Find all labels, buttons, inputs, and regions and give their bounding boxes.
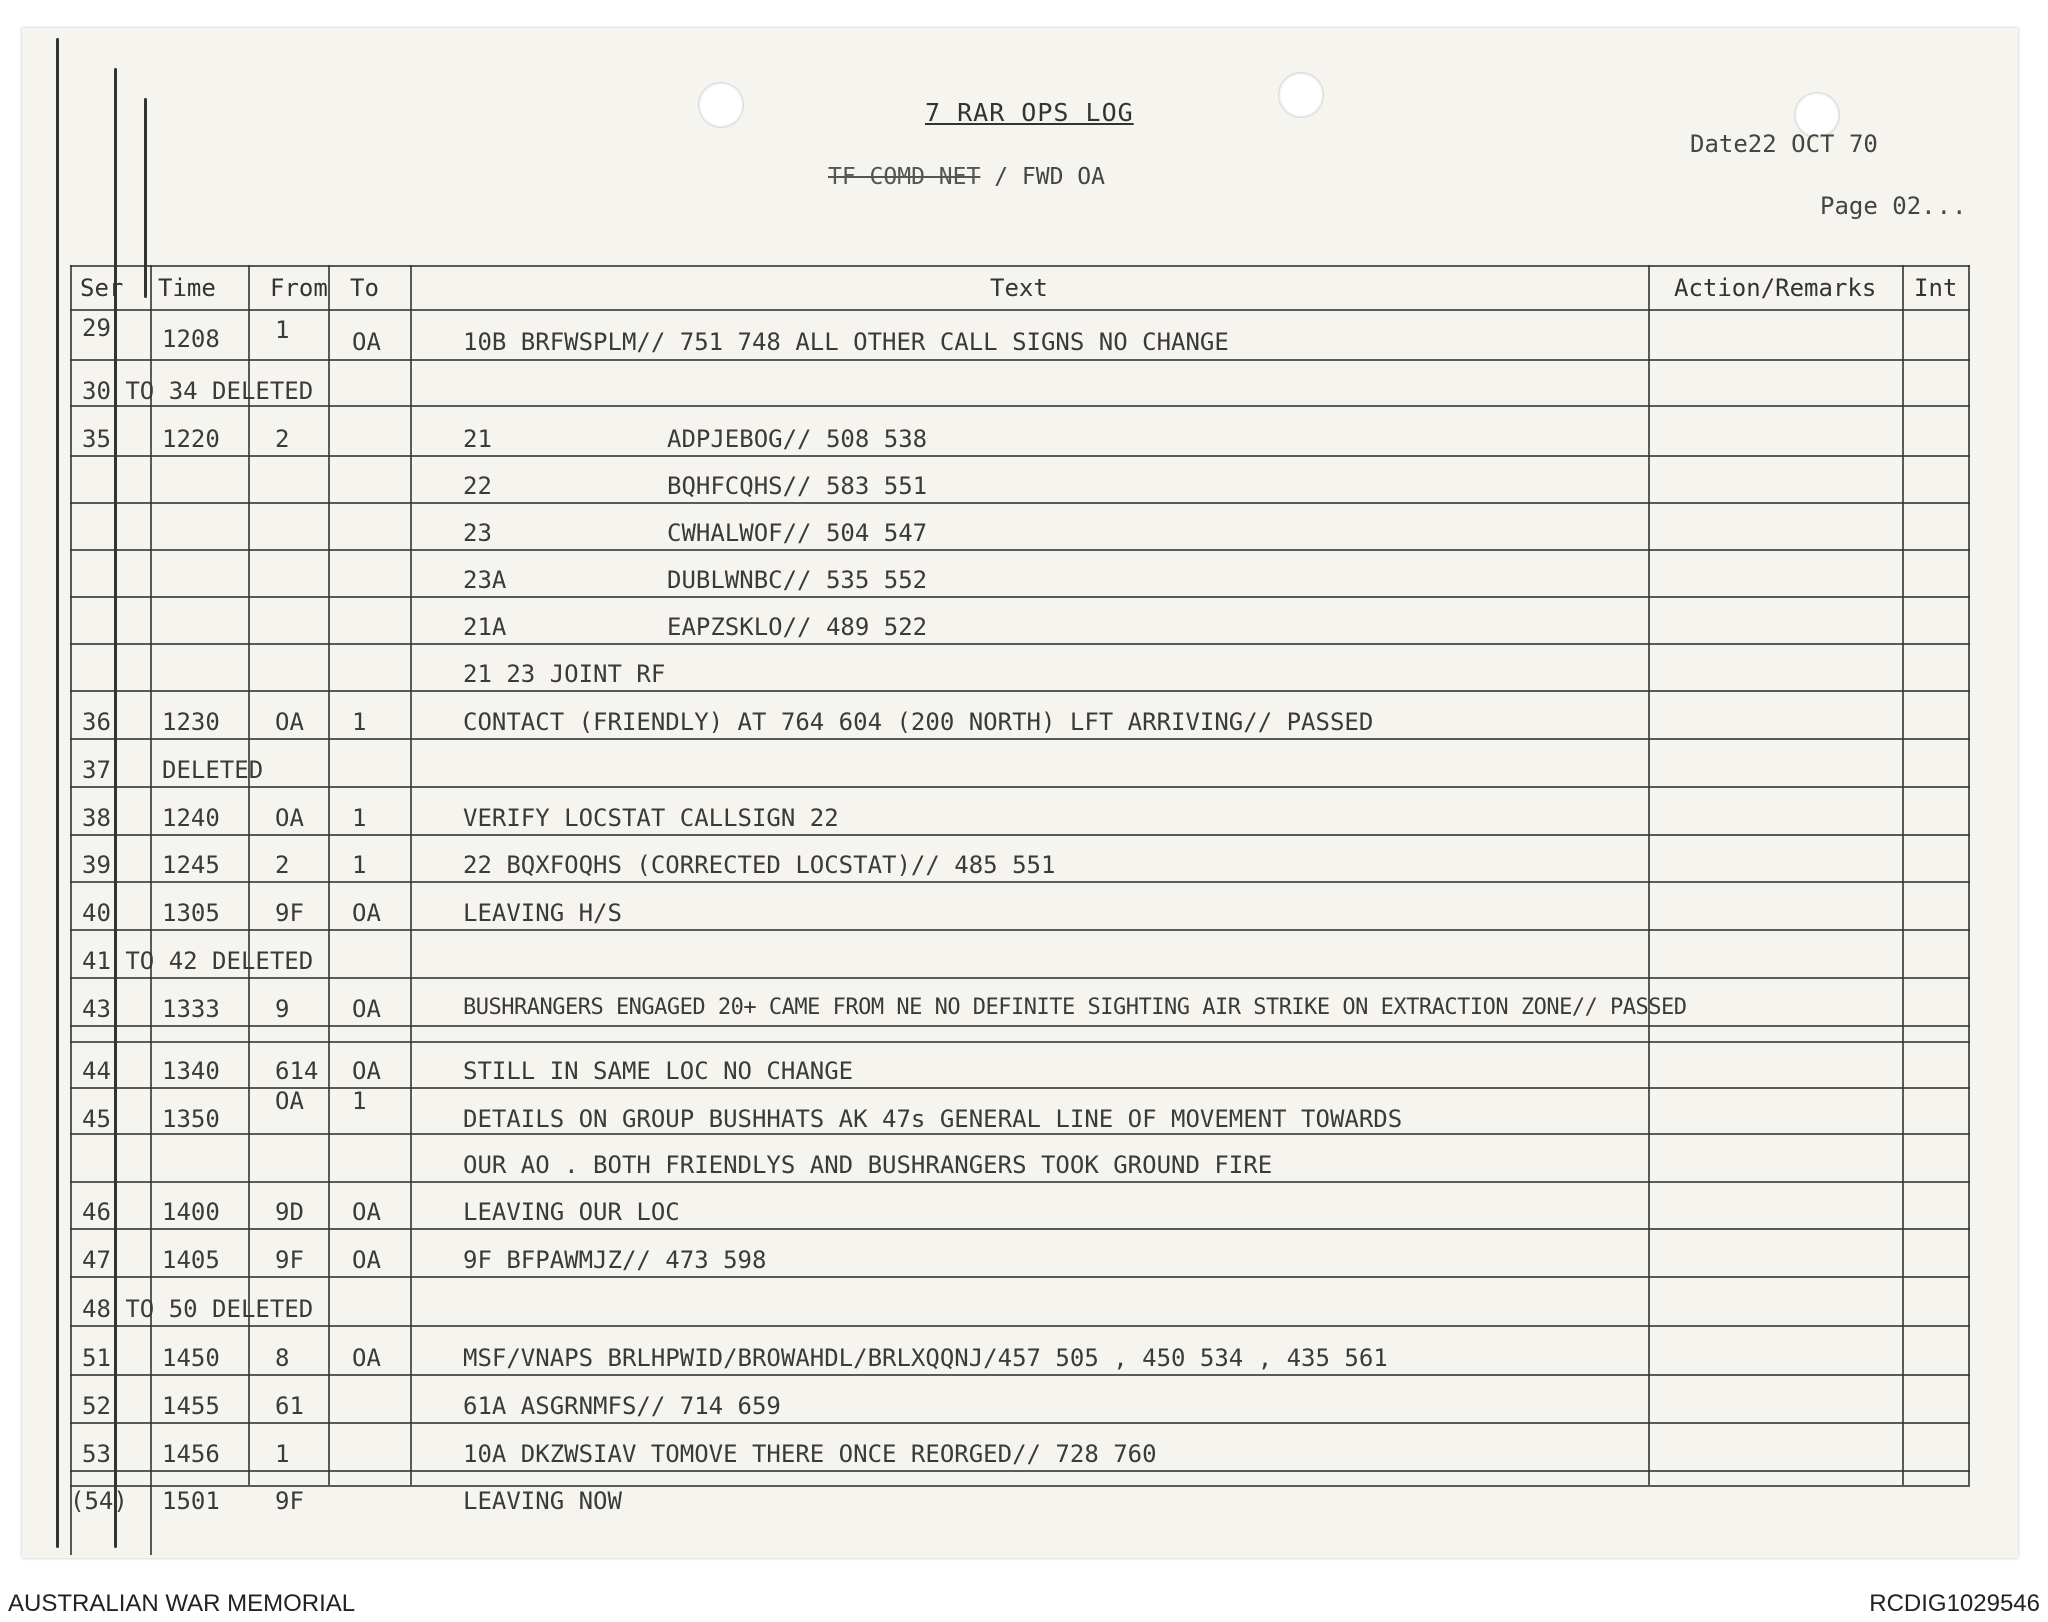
row-rule xyxy=(70,881,1970,883)
row-44-to: OA xyxy=(352,1057,381,1085)
row-44-text: STILL IN SAME LOC NO CHANGE xyxy=(463,1057,854,1085)
row-46-time: 1400 xyxy=(162,1198,220,1226)
row-39-ser: 39 xyxy=(82,851,111,879)
row-40-ser: 40 xyxy=(82,899,111,927)
row-47-time: 1405 xyxy=(162,1246,220,1274)
row-39-time: 1245 xyxy=(162,851,220,879)
row-rule xyxy=(70,309,1970,311)
row-rule xyxy=(70,1485,1970,1487)
col-header-time: Time xyxy=(158,274,216,302)
row-rule xyxy=(70,1276,1970,1278)
row-43-from: 9 xyxy=(275,995,290,1023)
row-rule xyxy=(70,977,1970,979)
row-rule xyxy=(70,834,1970,836)
row-43-text: BUSHRANGERS ENGAGED 20+ CAME FROM NE NO DEFINITE SIGHTING AIR STRIKE ON EXTRACTION ZONE// PASSED xyxy=(463,995,1687,1020)
row-29-from: 1 xyxy=(275,316,290,344)
row-39-to: 1 xyxy=(352,851,367,879)
row-53-text: 10A DKZWSIAV TOMOVE THERE ONCE REORGED// 728 760 xyxy=(463,1440,1157,1468)
row-29-time: 1208 xyxy=(162,325,220,353)
row-35f-text: 21 23 JOINT RF xyxy=(463,660,666,688)
row-38-ser: 38 xyxy=(82,804,111,832)
col-header-int: Int xyxy=(1914,274,1958,302)
log-title: 7 RAR OPS LOG xyxy=(925,98,1134,127)
row-rule xyxy=(70,738,1970,740)
row-rule xyxy=(70,1041,1970,1043)
net-name xyxy=(828,164,1105,190)
column-rule xyxy=(1902,265,1904,1485)
row-51-time: 1450 xyxy=(162,1344,220,1372)
row-47-ser: 47 xyxy=(82,1246,111,1274)
column-rule xyxy=(70,265,72,1555)
log-table xyxy=(70,265,1970,1515)
row-38-from: OA xyxy=(275,804,304,832)
row-rule xyxy=(70,1228,1970,1230)
row-45-time: 1350 xyxy=(162,1105,220,1133)
row-rule xyxy=(70,1470,1970,1472)
row-rule xyxy=(70,1374,1970,1376)
row-46-to: OA xyxy=(352,1198,381,1226)
row-46-ser: 46 xyxy=(82,1198,111,1226)
row-53-ser: 53 xyxy=(82,1440,111,1468)
row-rule xyxy=(70,786,1970,788)
row-52-from: 61 xyxy=(275,1392,304,1420)
row-36-to: 1 xyxy=(352,708,367,736)
row-rule xyxy=(70,929,1970,931)
row-38-to: 1 xyxy=(352,804,367,832)
row-41-ser: 41 TO 42 DELETED xyxy=(82,947,314,975)
row-35d-text: 23A xyxy=(463,566,507,594)
row-35-text: 21 xyxy=(463,425,492,453)
row-rule xyxy=(70,455,1970,457)
row-35-from: 2 xyxy=(275,425,290,453)
page-value: 02 xyxy=(1892,192,1922,220)
col-header-remarks: Action/Remarks xyxy=(1674,274,1877,302)
row-rule xyxy=(70,1325,1970,1327)
row-38-time: 1240 xyxy=(162,804,220,832)
row-38-text: VERIFY LOCSTAT CALLSIGN 22 xyxy=(463,804,839,832)
row-52-text: 61A ASGRNMFS// 714 659 xyxy=(463,1392,781,1420)
row-43-to: OA xyxy=(352,995,381,1023)
column-rule xyxy=(1648,265,1650,1485)
row-47-to: OA xyxy=(352,1246,381,1274)
row-54-ser: (54) xyxy=(70,1487,128,1515)
col-header-ser: Ser xyxy=(80,274,124,302)
footer-record-id: RCDIG1029546 xyxy=(1869,1590,2040,1617)
row-40-text: LEAVING H/S xyxy=(463,899,622,927)
row-43-ser: 43 xyxy=(82,995,111,1023)
row-rule xyxy=(70,1422,1970,1424)
row-54-time: 1501 xyxy=(162,1487,220,1515)
date-value: 22 OCT 70 xyxy=(1747,130,1878,158)
row-29-text: 10B BRFWSPLM// 751 748 ALL OTHER CALL SIGNS NO CHANGE xyxy=(463,328,1229,356)
row-29-ser: 29 xyxy=(82,314,111,342)
row-37-ser: 37 xyxy=(82,756,111,784)
page-label: Page xyxy=(1820,192,1878,220)
row-rule xyxy=(70,359,1970,361)
row-35c-text: 23 xyxy=(463,519,492,547)
row-44-ser: 44 xyxy=(82,1057,111,1085)
row-54-from: 9F xyxy=(275,1487,304,1515)
row-40-to: OA xyxy=(352,899,381,927)
row-rule xyxy=(70,1181,1970,1183)
column-rule xyxy=(1968,265,1970,1485)
page-field: Page 02... xyxy=(1820,192,1968,220)
row-51-ser: 51 xyxy=(82,1344,111,1372)
row-rule xyxy=(70,405,1970,407)
row-51-from: 8 xyxy=(275,1344,290,1372)
row-rule xyxy=(70,265,1970,267)
punch-hole xyxy=(698,82,744,128)
row-30-ser: 30 TO 34 DELETED xyxy=(82,377,314,405)
margin-rule xyxy=(56,38,59,1548)
row-52-time: 1455 xyxy=(162,1392,220,1420)
row-45-text: DETAILS ON GROUP BUSHHATS AK 47s GENERAL LINE OF MOVEMENT TOWARDS xyxy=(463,1105,1403,1133)
row-40-time: 1305 xyxy=(162,899,220,927)
row-36-time: 1230 xyxy=(162,708,220,736)
footer-archive-name: AUSTRALIAN WAR MEMORIAL xyxy=(8,1590,356,1617)
row-rule xyxy=(70,1133,1970,1135)
row-40-from: 9F xyxy=(275,899,304,927)
row-36-from: OA xyxy=(275,708,304,736)
net-value: FWD OA xyxy=(1021,164,1105,190)
row-39-text: 22 BQXFOQHS (CORRECTED LOCSTAT)// 485 551 xyxy=(463,851,1056,879)
column-rule xyxy=(150,265,152,1555)
row-37-time: DELETED xyxy=(162,756,264,784)
row-29-to: OA xyxy=(352,328,381,356)
row-53-time: 1456 xyxy=(162,1440,220,1468)
col-header-from: From xyxy=(270,274,328,302)
row-35b-code: BQHFCQHS// 583 551 xyxy=(667,472,928,500)
row-54-text: LEAVING NOW xyxy=(463,1487,622,1515)
row-35e-text: 21A xyxy=(463,613,507,641)
row-rule xyxy=(70,1025,1970,1027)
row-35e-code: EAPZSKLO// 489 522 xyxy=(667,613,928,641)
row-51-to: OA xyxy=(352,1344,381,1372)
row-36-text: CONTACT (FRIENDLY) AT 764 604 (200 NORTH) LFT ARRIVING// PASSED xyxy=(463,708,1374,736)
row-rule xyxy=(70,549,1970,551)
column-rule xyxy=(410,265,412,1485)
row-35b-text: 22 xyxy=(463,472,492,500)
row-39-from: 2 xyxy=(275,851,290,879)
punch-hole xyxy=(1278,72,1324,118)
row-35-time: 1220 xyxy=(162,425,220,453)
net-struck: TF COMD NET xyxy=(828,164,981,190)
row-36-ser: 36 xyxy=(82,708,111,736)
date-field xyxy=(1690,130,1878,158)
row-51-text: MSF/VNAPS BRLHPWID/BROWAHDL/BRLXQQNJ/457 505 , 450 534 , 435 561 xyxy=(463,1344,1388,1372)
row-45-from: OA xyxy=(275,1087,304,1115)
row-52-ser: 52 xyxy=(82,1392,111,1420)
row-45-to: 1 xyxy=(352,1087,367,1115)
row-44-from: 614 xyxy=(275,1057,319,1085)
row-53-from: 1 xyxy=(275,1440,290,1468)
net-separator: / xyxy=(994,164,1009,190)
row-35-code: ADPJEBOG// 508 538 xyxy=(667,425,928,453)
row-44-time: 1340 xyxy=(162,1057,220,1085)
row-35c-code: CWHALWOF// 504 547 xyxy=(667,519,928,547)
row-46-text: LEAVING OUR LOC xyxy=(463,1198,680,1226)
row-45b-text: OUR AO . BOTH FRIENDLYS AND BUSHRANGERS TOOK GROUND FIRE xyxy=(463,1151,1273,1179)
row-35d-code: DUBLWNBC// 535 552 xyxy=(667,566,928,594)
row-rule xyxy=(70,596,1970,598)
row-48-ser: 48 TO 50 DELETED xyxy=(82,1295,314,1323)
column-rule xyxy=(328,265,330,1485)
row-47-from: 9F xyxy=(275,1246,304,1274)
row-46-from: 9D xyxy=(275,1198,304,1226)
row-35-ser: 35 xyxy=(82,425,111,453)
col-header-to: To xyxy=(350,274,379,302)
col-header-text: Text xyxy=(990,274,1048,302)
row-rule xyxy=(70,643,1970,645)
row-rule xyxy=(70,502,1970,504)
row-45-ser: 45 xyxy=(82,1105,111,1133)
row-47-text: 9F BFPAWMJZ// 473 598 xyxy=(463,1246,767,1274)
row-rule xyxy=(70,690,1970,692)
date-label: Date xyxy=(1690,130,1748,158)
row-43-time: 1333 xyxy=(162,995,220,1023)
